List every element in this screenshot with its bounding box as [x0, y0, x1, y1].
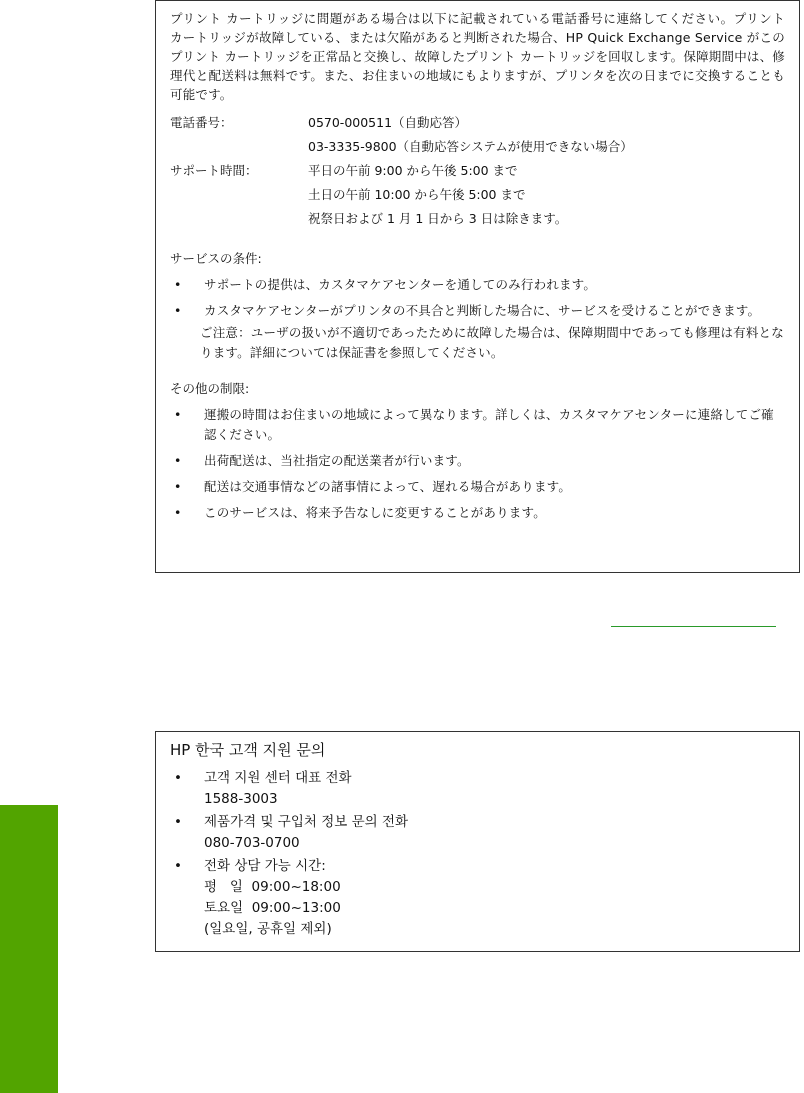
list-item [170, 812, 785, 854]
bullet-icon: • [174, 453, 182, 468]
support-item-label: 전화 상담 가능 시간: [204, 858, 326, 874]
bullet-icon: • [174, 479, 182, 494]
korea-support-box [155, 731, 800, 952]
support-item-label: 고객 지원 센터 대표 전화 [204, 770, 352, 786]
bullet-icon: • [174, 770, 182, 786]
korea-box-title: HP 한국 고객 지원 문의 [170, 741, 326, 759]
support-hours-row-2 [170, 183, 785, 207]
list-item: • 配送は交通事情などの諸事情によって、遅れる場合があります。 [170, 477, 785, 497]
bullet-icon: • [174, 814, 182, 830]
support-hours-weekday: 平日の午前 9:00 から午後 5:00 まで [308, 163, 518, 178]
list-item: • サポートの提供は、カスタマケアセンターを通してのみ行われます。 [170, 275, 785, 295]
hours-exclusions: (일요일, 공휴일 제외) [204, 921, 332, 937]
bullet-icon: • [174, 407, 182, 422]
support-hours-holidays: 祝祭日および 1 月 1 日から 3 日は除きます。 [308, 211, 568, 226]
bullet-icon: • [174, 277, 182, 292]
support-hours-row [170, 159, 785, 183]
bullet-icon: • [174, 858, 182, 874]
support-hours-weekend: 土日の午前 10:00 から午後 5:00 まで [308, 187, 526, 202]
list-item [170, 768, 785, 810]
conditions-title: サービスの条件: [170, 251, 262, 266]
phone-row-2 [170, 135, 785, 159]
support-item-label: 제품가격 및 구입처 정보 문의 전화 [204, 814, 409, 830]
bullet-icon: • [174, 303, 182, 318]
hours-weekday: 평 일 09:00~18:00 [204, 879, 341, 895]
list-item: • 運搬の時間はお住まいの地域によって異なります。詳しくは、カスタマケアセンターに連絡してご確認ください。 [170, 405, 785, 445]
list-item: • カスタマケアセンターがプリンタの不具合と判断した場合に、サービスを受けることができます。 [170, 301, 785, 321]
section-color-tab [0, 805, 58, 1093]
list-item: • 出荷配送は、当社指定の配送業者が行います。 [170, 451, 785, 471]
caution-note: ご注意：ユーザの扱いが不適切であったために故障した場合は、保障期間中であっても修理は有料となります。詳細については保証書を参照してください。 [200, 325, 784, 360]
phone-number-1: 0570-000511（自動応答） [308, 115, 468, 130]
support-phone-number: 1588-3003 [204, 791, 278, 807]
support-phone-number: 080-703-0700 [204, 835, 300, 851]
list-item [170, 856, 785, 940]
phone-number-2: 03-3335-9800（自動応答システムが使用できない場合） [308, 139, 633, 154]
restrictions-title: その他の制限: [170, 381, 250, 396]
support-hours-label: サポート時間： [170, 163, 258, 178]
intro-paragraph: プリント カートリッジに問題がある場合は以下に記載されている電話番号に連絡してください。プリント カートリッジが故障している、または欠陥があると判断された場合、HP Quick Exchange Service がこのプリント カートリッジを正常品と交換し、故障したプリント カートリッジを回収します。保障期間中は、修理代と配送料は無料です。また、お住まいの地域にもよりますが、プリンタを次の日までに交換することも可能です。 [170, 11, 785, 102]
bullet-icon: • [174, 505, 182, 520]
japan-support-box [155, 0, 800, 573]
phone-row [170, 111, 785, 135]
hyperlink-underline[interactable] [611, 626, 776, 627]
support-hours-row-3 [170, 207, 785, 231]
hours-saturday: 토요일 09:00~13:00 [204, 900, 341, 916]
list-item: • このサービスは、将来予告なしに変更することがあります。 [170, 503, 785, 523]
phone-label: 電話番号： [170, 115, 233, 130]
